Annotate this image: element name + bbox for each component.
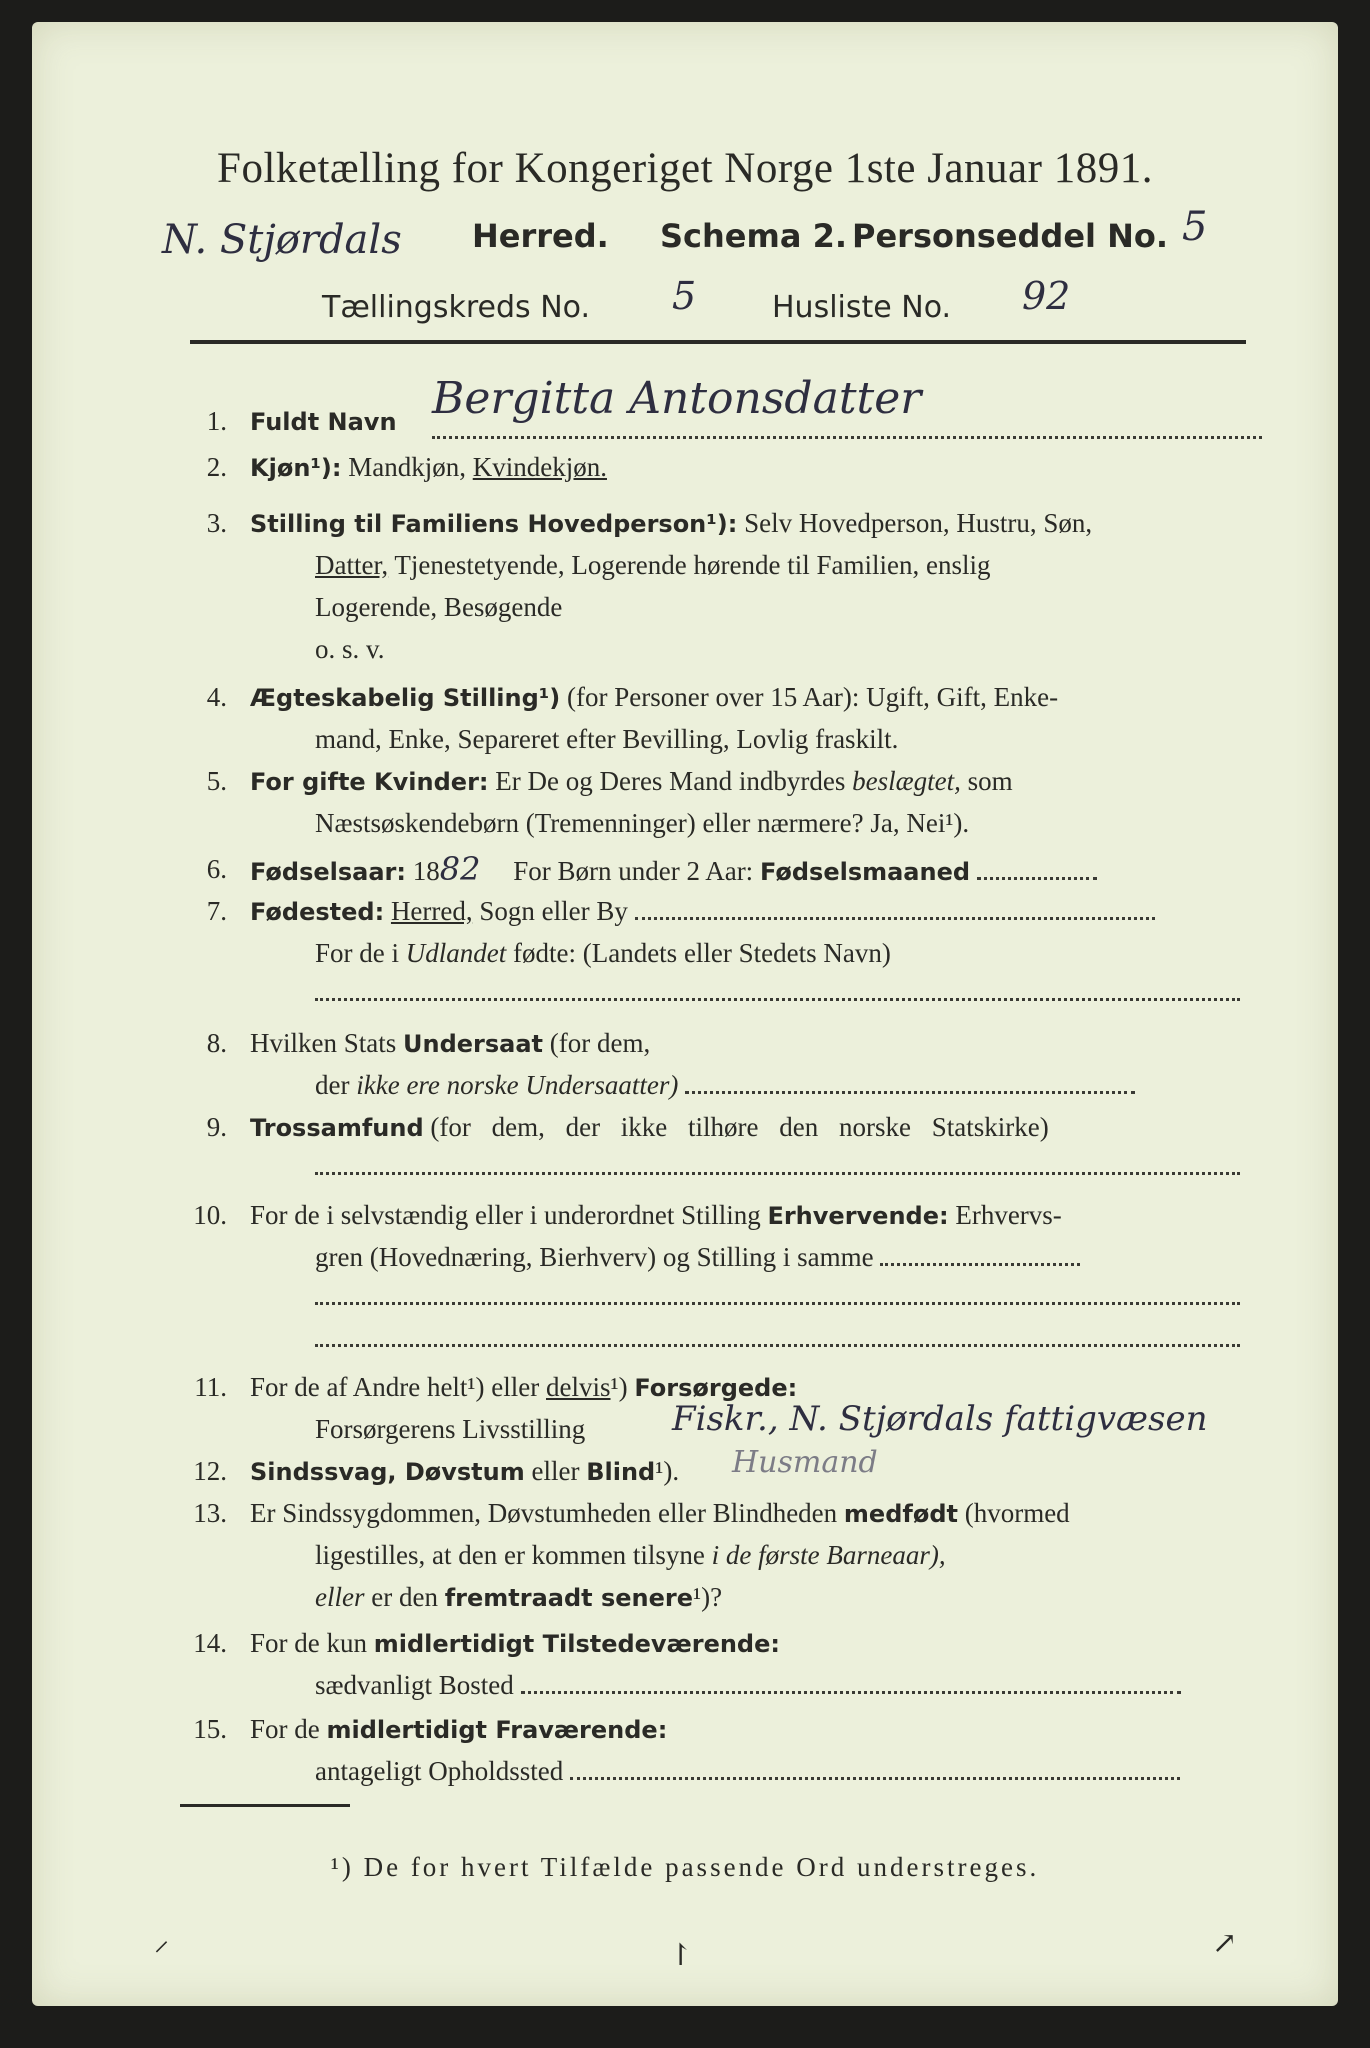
footnote: ¹) De for hvert Tilfælde passende Ord understreges. — [330, 1852, 1040, 1882]
underlined-option: delvis — [546, 1372, 611, 1402]
answer-line — [880, 1239, 1080, 1266]
herred-label: Herred. — [472, 217, 609, 255]
question-label: midlertidigt Fraværende: — [326, 1716, 668, 1744]
question-label: midlertidigt Tilstedeværende: — [373, 1630, 780, 1658]
form-title: Folketælling for Kongeriget Norge 1ste Januar 1891. — [217, 145, 1153, 192]
question-label: For gifte Kvinder: — [250, 768, 489, 796]
answer-line — [977, 853, 1097, 880]
question-label: Fødested: — [250, 898, 385, 926]
pencil-mark: ↗ — [1212, 1927, 1238, 1960]
question-label: Fuldt Navn — [250, 408, 397, 436]
question-label: Ægteskabelig Stilling¹) — [250, 684, 561, 712]
question-label: Forsørgede: — [634, 1374, 798, 1402]
herred-name — [162, 217, 402, 263]
personseddel-label: Personseddel No. — [852, 217, 1169, 255]
answer-line — [635, 893, 1155, 920]
header-rule — [190, 340, 1246, 344]
question-number: 6. — [206, 854, 227, 884]
personseddel-number-handwritten: 5 — [1182, 204, 1208, 250]
question-label: Fødselsmaaned — [759, 858, 971, 886]
question-number: 2. — [206, 452, 227, 482]
question-number: 3. — [206, 508, 227, 538]
question-label: Undersaat — [403, 1030, 544, 1058]
pencil-mark: ⸝ — [154, 1924, 169, 1957]
husliste-label: Husliste No. — [772, 290, 952, 325]
answer-line — [521, 1667, 1181, 1694]
husliste-number — [1022, 274, 1070, 318]
question-label: Fødselsaar: — [250, 858, 406, 886]
question-number: 10. — [193, 1200, 227, 1230]
footnote-rule — [180, 1804, 350, 1807]
question-label: Trossamfund — [250, 1114, 424, 1142]
question-number: 5. — [206, 766, 227, 796]
question-number: 9. — [206, 1112, 227, 1142]
occupation-note: Husmand — [732, 1445, 878, 1480]
underlined-option: Datter, — [315, 550, 389, 580]
question-label: medfødt — [843, 1500, 958, 1528]
answer-line — [432, 412, 1262, 439]
census-form: Folketælling for Kongeriget Norge 1ste Januar 1891. N. Stjørdals Herred. Schema 2. Personseddel No. 5 Tællingskreds No. 5 Husliste No. 92 1. Fuldt Navn Bergitta Antonsdatter 2. Kjøn¹): Mandkjøn, Kvindekjøn. 3. Stilling til Familiens Hovedperson¹): Selv Hovedperson, Hustru, Søn, Datter, Tjenestetyende, Logerende hørende til Familien, enslig Logerende, Besøgende o. s. v. 4. Ægteskabelig Stilling¹) (for Personer over 15 Aar): Ugift, Gift, Enke- mand, Enke, Separeret efter Bevilling, Lovlig fraskilt. 5. For gifte Kvinder: Er De og Deres Mand indbyrdes beslægtet, som Næstsøskendebørn (Tremenninger) eller nærmere? Ja, Nei¹). 6. Fødselsaar: 1882 For Børn under 2 Aar: Fødselsmaaned 7. Fødested: Herred, Sogn eller By For de i Udlandet fødte: (Landets eller Stedets Navn) 8. Hvilken Stats Undersaat (for dem, der ikke ere norske Undersaatter) 9. Trossamfund (for dem, der ikke tilhøre den norske Statskirke) 10. For de i selvstændig eller i underordnet Stilling Erhvervende: Erhvervs- gren (Hovednæring, Bierhverv) og Stilling i samme 11. For de af Andre helt¹) eller delvis¹) Forsørgede: Forsørgerens Livsstilling Fiskr., N. Stjørdals fattigvæsen 12. Sindssvag, Døvstum eller Blind¹). Husmand 13. Er Sindssygdommen, Døvstumheden eller Blindheden medfødt (hvormed ligestilles, at den er kommen tilsyne i de første Barneaar), eller er den fremtraadt senere¹)? 14. For de kun midlertidigt Tilstedeværende: sædvanligt Bosted 15. For de midlertidigt Fraværende: antageligt Opholdssted ¹) De for hvert Tilfælde passende Ord understreges. ⸝ ↾ ↗ — [32, 22, 1338, 2006]
kreds-label: Tællingskreds No. — [322, 290, 590, 325]
schema-label: Schema 2. — [660, 217, 847, 255]
personseddel-number — [1182, 204, 1207, 250]
question-number: 15. — [193, 1714, 227, 1744]
question-number: 7. — [206, 896, 227, 926]
question-number: 13. — [193, 1498, 227, 1528]
question-number: 11. — [194, 1372, 227, 1402]
question-label: Stilling til Familiens Hovedperson¹): — [250, 510, 738, 538]
pencil-mark: ↾ — [668, 1939, 694, 1972]
answer-line — [315, 1278, 1240, 1305]
answer-line — [570, 1753, 1180, 1780]
question-label: Blind — [586, 1458, 656, 1486]
question-number: 4. — [206, 682, 227, 712]
kreds-number — [672, 274, 696, 318]
question-label: Erhvervende: — [767, 1202, 949, 1230]
question-label: Sindssvag, Døvstum — [250, 1458, 525, 1486]
husliste-number-handwritten: 92 — [1022, 274, 1071, 318]
kreds-number-handwritten: 5 — [672, 274, 697, 318]
answer-line — [315, 1320, 1240, 1347]
underlined-option: Herred, — [390, 896, 473, 926]
question-number: 14. — [193, 1628, 227, 1658]
question-label: Kjøn¹): — [250, 454, 342, 482]
birth-year-answer: 82 — [439, 850, 481, 888]
herred-name-handwritten: N. Stjørdals — [162, 217, 402, 263]
question-number: 12. — [193, 1456, 227, 1486]
underlined-option: Kvindekjøn. — [472, 452, 607, 482]
answer-line — [685, 1067, 1135, 1094]
question-number: 8. — [206, 1028, 227, 1058]
question-label: fremtraadt senere — [444, 1584, 694, 1612]
provider-answer: Fiskr., N. Stjørdals fattigvæsen — [672, 1399, 1208, 1439]
answer-line — [315, 1148, 1240, 1175]
full-name-answer: Bergitta Antonsdatter — [432, 373, 922, 424]
answer-line — [315, 974, 1240, 1001]
question-number: 1. — [206, 406, 227, 436]
